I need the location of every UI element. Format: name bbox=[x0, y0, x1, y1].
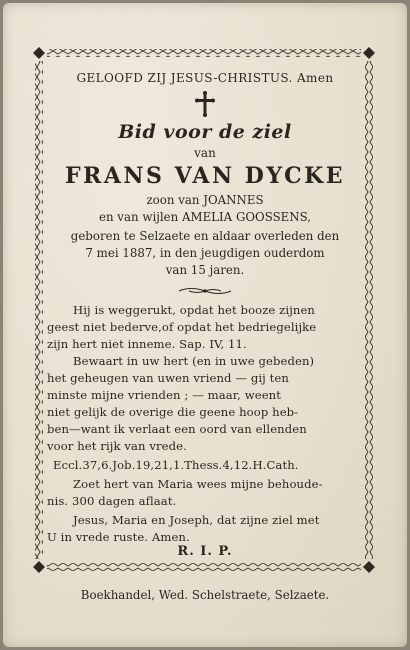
van-text: van bbox=[194, 146, 216, 160]
publisher-footer: Boekhandel, Wed. Schelstraete, Selzaete. bbox=[80, 588, 330, 602]
verse-line: minste mijne vrienden ; — maar, weent bbox=[47, 388, 281, 402]
prayer-heading: Bid voor de ziel bbox=[118, 121, 292, 143]
verse-line: nis. 300 dagen aflaat. bbox=[47, 494, 177, 508]
verse-line: voor het rijk van vrede. bbox=[47, 439, 187, 453]
verse-line: zijn hert niet inneme. Sap. IV, 11. bbox=[47, 337, 247, 351]
header-text: GELOOFD ZIJ JESUS-CHRISTUS. Amen bbox=[76, 71, 334, 85]
verse-line: Hij is weggerukt, opdat het booze zijnen bbox=[73, 303, 315, 317]
verse-line: ben—want ik verlaat een oord van ellenden bbox=[47, 422, 307, 436]
birth-death-line: 7 mei 1887, in den jeugdigen ouderdom bbox=[85, 246, 325, 260]
verse-line: Jesus, Maria en Joseph, dat zijne ziel met bbox=[73, 513, 320, 527]
deceased-name: FRANS VAN DYCKE bbox=[64, 163, 346, 189]
verse-line: Bewaart in uw hert (en in uwe gebeden) bbox=[73, 354, 315, 368]
rip-text: R. I. P. bbox=[177, 544, 233, 559]
ornament-divider-icon bbox=[177, 286, 233, 296]
birth-death-line: geboren te Selzaete en aldaar overleden den bbox=[70, 229, 340, 243]
verse-line: geest niet bederve,of opdat het bedriegelijke bbox=[47, 320, 317, 334]
verse-line: U in vrede ruste. Amen. bbox=[47, 530, 190, 544]
verse-line: het geheugen van uwen vriend — gij ten bbox=[47, 371, 289, 385]
verse-line: niet gelijk de overige die geene hoop heb- bbox=[47, 405, 299, 419]
parent-line: en van wijlen AMELIA GOOSSENS, bbox=[98, 210, 312, 224]
birth-death-line: van 15 jaren. bbox=[165, 263, 245, 277]
verse-line: Zoet hert van Maria wees mijne behoude- bbox=[73, 477, 323, 491]
scripture-reference: Eccl.37,6.Job.19,21,1.Thess.4,12.H.Cath. bbox=[53, 458, 299, 472]
parent-line: zoon van JOANNES bbox=[146, 193, 264, 207]
ornate-cross-icon bbox=[195, 91, 215, 117]
memorial-card bbox=[3, 3, 407, 647]
